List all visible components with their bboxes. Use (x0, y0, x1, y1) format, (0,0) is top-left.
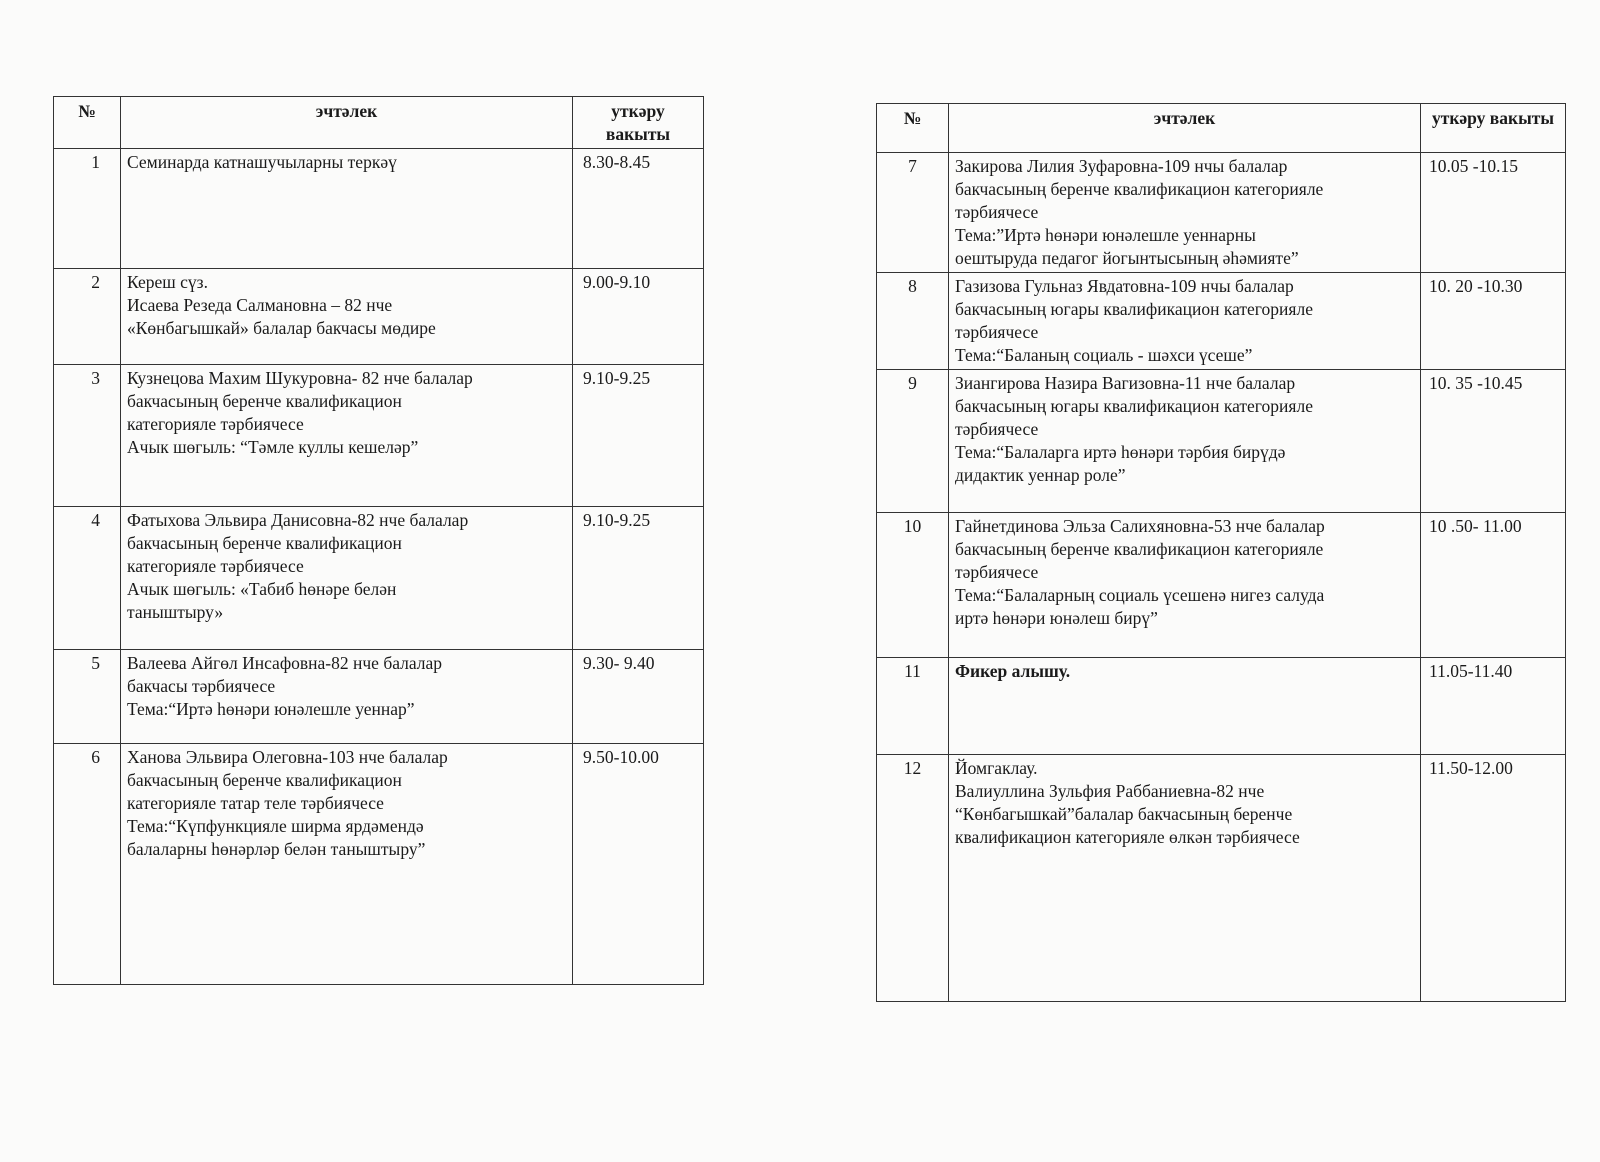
content-line: бакчасының беренче квалификацион (127, 770, 402, 790)
content-line: Газизова Гульназ Явдатовна-109 нчы балалар (955, 276, 1294, 296)
column-header-time: уткәру вакыты (573, 97, 704, 149)
table-row (54, 365, 704, 507)
column-header-time: уткәру вакыты (1421, 104, 1566, 153)
content-line: Семинарда катнашучыларны теркәү (127, 152, 397, 172)
row-time: 11.05-11.40 (1421, 658, 1566, 755)
table-row (54, 269, 704, 365)
row-content (949, 370, 1421, 513)
content-line: тәрбиячесе (955, 562, 1039, 582)
content-line: квалификацион категорияле өлкән тәрбиячесе (955, 827, 1300, 847)
left-program-table (53, 96, 704, 985)
content-line: бакчасының беренче квалификацион категорияле (955, 179, 1324, 199)
content-line: Фатыхова Эльвира Данисовна-82 нче балалар (127, 510, 469, 530)
content-line: Исаева Резеда Салмановна – 82 нче (127, 295, 393, 315)
table-row (877, 370, 1566, 513)
content-line: категорияле тәрбиячесе (127, 556, 304, 576)
row-time: 8.30-8.45 (573, 149, 704, 269)
row-number: 4 (54, 507, 121, 650)
content-line: бакчасының беренче квалификацион (127, 391, 402, 411)
row-time: 10. 35 -10.45 (1421, 370, 1566, 513)
table-row (877, 755, 1566, 1002)
row-content (949, 153, 1421, 273)
content-line: Тема:”Иртә һөнәри юнәлешле уеннарны (955, 225, 1256, 245)
table-row (877, 153, 1566, 273)
row-content (121, 149, 573, 269)
content-line: Ачык шөгыль: «Табиб һөнәре белән (127, 579, 397, 599)
table-row (877, 658, 1566, 755)
content-line: иртә һөнәри юнәлеш бирү” (955, 608, 1158, 628)
content-line: бакчасының беренче квалификацион (127, 533, 402, 553)
row-content (949, 273, 1421, 370)
table-row (877, 273, 1566, 370)
content-line: «Көнбагышкай» балалар бакчасы мөдире (127, 318, 436, 338)
content-line: бакчасының югары квалификацион категорияле (955, 299, 1313, 319)
row-number: 3 (54, 365, 121, 507)
row-content (949, 513, 1421, 658)
content-line: Закирова Лилия Зуфаровна-109 нчы балалар (955, 156, 1288, 176)
content-line: категорияле татар теле тәрбиячесе (127, 793, 384, 813)
right-header-row (877, 104, 1566, 153)
row-time: 9.00-9.10 (573, 269, 704, 365)
column-header-number: № (54, 97, 121, 149)
content-line: бакчасы тәрбиячесе (127, 676, 276, 696)
row-time: 9.50-10.00 (573, 744, 704, 985)
content-line: Фикер алышу. (955, 661, 1071, 681)
table-row (54, 744, 704, 985)
content-line: Ачык шөгыль: “Тәмле куллы кешеләр” (127, 437, 419, 457)
row-content (121, 744, 573, 985)
content-line: категорияле тәрбиячесе (127, 414, 304, 434)
content-line: Тема:“Балаларга иртә һөнәри тәрбия бирүдә (955, 442, 1286, 462)
row-content (121, 507, 573, 650)
row-number: 8 (877, 273, 949, 370)
table-row (877, 513, 1566, 658)
row-time: 9.10-9.25 (573, 365, 704, 507)
row-number: 2 (54, 269, 121, 365)
row-time: 10. 20 -10.30 (1421, 273, 1566, 370)
content-line: дидактик уеннар роле” (955, 465, 1126, 485)
column-header-content: эчтәлек (121, 97, 573, 149)
content-line: таныштыру» (127, 602, 224, 622)
content-line: тәрбиячесе (955, 202, 1039, 222)
content-line: Кереш сүз. (127, 272, 208, 292)
row-time: 10 .50- 11.00 (1421, 513, 1566, 658)
row-number: 10 (877, 513, 949, 658)
row-time: 9.10-9.25 (573, 507, 704, 650)
content-line: балаларны һөнәрләр белән таныштыру” (127, 839, 426, 859)
content-line: Ханова Эльвира Олеговна-103 нче балалар (127, 747, 448, 767)
content-line: Гайнетдинова Эльза Салихяновна-53 нче балалар (955, 516, 1325, 536)
table-row (54, 149, 704, 269)
row-content (949, 755, 1421, 1002)
content-line: бакчасының югары квалификацион категорияле (955, 396, 1313, 416)
content-line: “Көнбагышкай”балалар бакчасының беренче (955, 804, 1293, 824)
row-number: 1 (54, 149, 121, 269)
table-row (54, 650, 704, 744)
content-line: тәрбиячесе (955, 322, 1039, 342)
row-number: 7 (877, 153, 949, 273)
row-time: 10.05 -10.15 (1421, 153, 1566, 273)
right-program-table (876, 103, 1566, 1002)
row-number: 11 (877, 658, 949, 755)
row-number: 5 (54, 650, 121, 744)
row-time: 9.30- 9.40 (573, 650, 704, 744)
row-number: 9 (877, 370, 949, 513)
content-line: Тема:“Баланың социаль - шәхси үсеше” (955, 345, 1253, 365)
row-number: 6 (54, 744, 121, 985)
content-line: Тема:“Балаларның социаль үсешенә нигез салуда (955, 585, 1325, 605)
column-header-number: № (877, 104, 949, 153)
content-line: Йомгаклау. (955, 758, 1038, 778)
row-time: 11.50-12.00 (1421, 755, 1566, 1002)
content-line: оештыруда педагог йогынтысының әһәмияте” (955, 248, 1299, 268)
content-line: Валиуллина Зульфия Раббаниевна-82 нче (955, 781, 1265, 801)
row-content (121, 269, 573, 365)
left-header-row (54, 97, 704, 149)
row-content (949, 658, 1421, 755)
content-line: Кузнецова Махим Шукуровна- 82 нче балалар (127, 368, 473, 388)
content-line: Зиангирова Назира Вагизовна-11 нче балалар (955, 373, 1296, 393)
content-line: бакчасының беренче квалификацион категорияле (955, 539, 1324, 559)
content-line: Тема:“Күпфункцияле ширма ярдәмендә (127, 816, 424, 836)
content-line: Валеева Айгөл Инсафовна-82 нче балалар (127, 653, 443, 673)
column-header-content: эчтәлек (949, 104, 1421, 153)
content-line: Тема:“Иртә һөнәри юнәлешле уеннар” (127, 699, 415, 719)
row-content (121, 650, 573, 744)
table-row (54, 507, 704, 650)
row-content (121, 365, 573, 507)
content-line: тәрбиячесе (955, 419, 1039, 439)
row-number: 12 (877, 755, 949, 1002)
